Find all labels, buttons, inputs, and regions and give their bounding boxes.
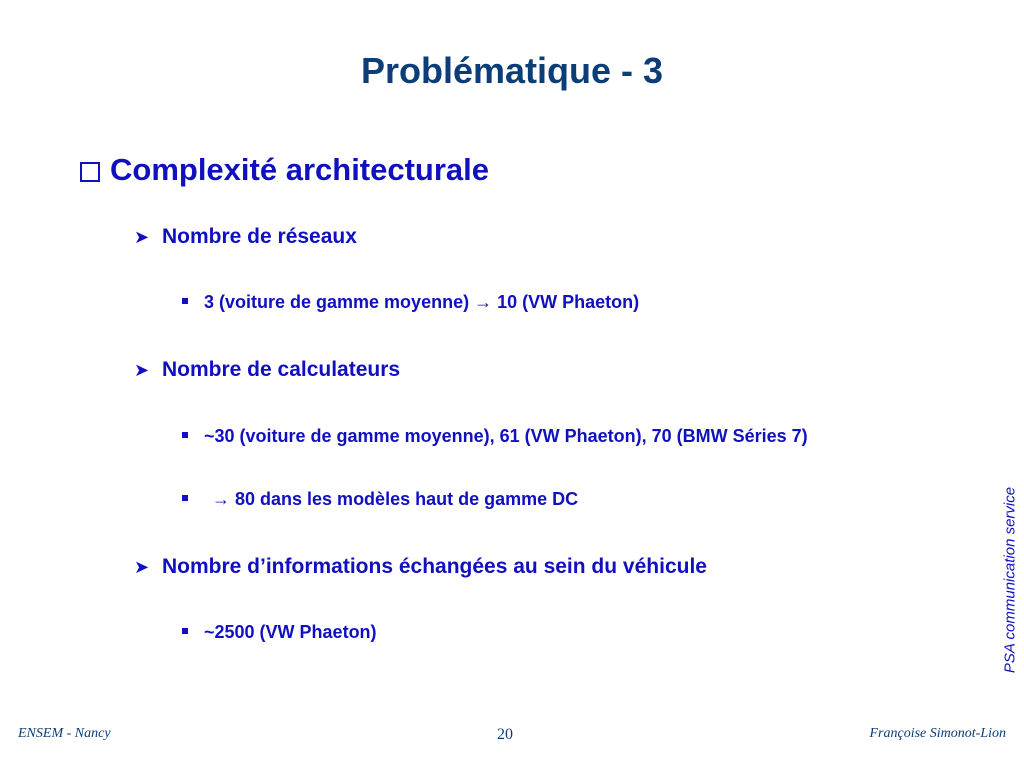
section-label: Nombre de calculateurs	[162, 358, 401, 381]
footer-institution: ENSEM - Nancy	[18, 726, 111, 741]
checkbox-bullet-icon	[80, 162, 100, 182]
main-heading	[80, 152, 489, 188]
main-heading-text: Complexité architecturale	[110, 152, 490, 187]
list-item	[182, 489, 578, 510]
section-label: Nombre d’informations échangées au sein du véhicule	[162, 555, 707, 578]
footer-author: Françoise Simonot-Lion	[869, 726, 1006, 741]
item-text: ~2500 (VW Phaeton)	[204, 622, 377, 642]
slide-title: Problématique - 3	[360, 50, 664, 91]
section-label: Nombre de réseaux	[162, 225, 357, 248]
item-text: → 80 dans les modèles haut de gamme DC	[212, 489, 579, 509]
square-bullet-icon	[182, 432, 188, 438]
page-number: 20	[497, 726, 513, 743]
arrowhead-bullet-icon: ➤	[134, 227, 150, 247]
side-credit: PSA communication service	[1001, 486, 1019, 674]
arrowhead-bullet-icon: ➤	[134, 360, 150, 380]
square-bullet-icon	[182, 298, 188, 304]
list-item	[182, 426, 808, 447]
list-item	[182, 622, 377, 643]
section-information	[134, 555, 707, 579]
section-ecus	[134, 358, 400, 382]
item-text: 3 (voiture de gamme moyenne) → 10 (VW Phaeton)	[204, 292, 640, 312]
arrowhead-bullet-icon: ➤	[134, 557, 150, 577]
square-bullet-icon	[182, 495, 188, 501]
section-networks	[134, 225, 357, 249]
item-text: ~30 (voiture de gamme moyenne), 61 (VW Phaeton), 70 (BMW Séries 7)	[204, 426, 808, 446]
list-item	[182, 292, 639, 313]
square-bullet-icon	[182, 628, 188, 634]
